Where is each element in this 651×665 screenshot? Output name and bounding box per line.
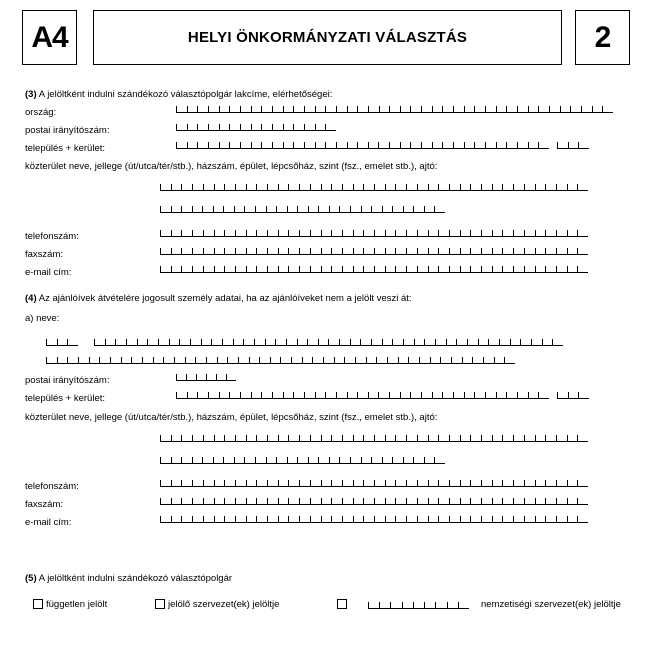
email-label: e-mail cím: — [25, 267, 72, 278]
agent-settlement-label: település + kerület: — [25, 393, 106, 404]
section5-heading — [25, 573, 232, 584]
org-candidate-checkbox[interactable] — [155, 599, 165, 609]
settlement-field[interactable] — [176, 142, 549, 149]
section3-number: (3) — [25, 89, 37, 100]
page-number-box — [575, 10, 630, 65]
nationality-checkbox[interactable] — [337, 599, 347, 609]
form-title-box — [93, 10, 562, 65]
nationality-label: nemzetiségi szervezet(ek) jelöltje — [481, 599, 621, 610]
fax-label: faxszám: — [25, 249, 64, 260]
phone-label: telefonszám: — [25, 231, 79, 242]
section5-number: (5) — [25, 573, 37, 584]
agent-email-label: e-mail cím: — [25, 517, 72, 528]
form-title: HELYI ÖNKORMÁNYZATI VÁLASZTÁS — [187, 29, 468, 46]
agent-phone-field[interactable] — [160, 480, 588, 487]
agent-fax-field[interactable] — [160, 498, 588, 505]
fax-field[interactable] — [160, 248, 588, 255]
section5-heading-text: A jelöltként indulni szándékozó választópolgár — [36, 573, 233, 584]
phone-field[interactable] — [160, 230, 588, 237]
org-candidate-label: jelölő szervezet(ek) jelöltje — [168, 599, 280, 610]
settlement-label: település + kerület: — [25, 143, 106, 154]
independent-label: független jelölt — [46, 599, 108, 610]
agent-postal-code-label: postai irányítószám: — [25, 375, 110, 386]
agent-street-field-line1[interactable] — [160, 435, 588, 442]
district-field[interactable] — [557, 142, 589, 149]
street-field-line2[interactable] — [160, 206, 445, 213]
agent-phone-label: telefonszám: — [25, 481, 79, 492]
agent-fax-label: faxszám: — [25, 499, 64, 510]
form-code: A4 — [31, 20, 68, 54]
page-number: 2 — [594, 20, 611, 54]
email-field[interactable] — [160, 266, 588, 273]
country-label: ország: — [25, 107, 57, 118]
agent-email-field[interactable] — [160, 516, 588, 523]
nationality-code-field[interactable] — [368, 602, 469, 609]
postal-code-label: postai irányítószám: — [25, 125, 110, 136]
street-field-line1[interactable] — [160, 184, 588, 191]
form-code-box — [22, 10, 77, 65]
agent-postal-code-field[interactable] — [176, 374, 236, 381]
agent-street-field-line2[interactable] — [160, 457, 445, 464]
section4-heading-text: Az ajánlóívek átvételére jogosult személy adatai, ha az ajánlóíveket nem a jelölt veszi át: — [36, 293, 412, 304]
postal-code-field[interactable] — [176, 124, 336, 131]
independent-checkbox[interactable] — [33, 599, 43, 609]
agent-district-field[interactable] — [557, 392, 589, 399]
name-label: a) neve: — [25, 313, 60, 324]
section3-heading — [25, 89, 332, 100]
agent-street-label: közterület neve, jellege (út/utca/tér/stb.), házszám, épület, lépcsőház, szint (fsz., emelet stb.), ajtó: — [25, 412, 438, 423]
section4-heading — [25, 293, 412, 304]
country-field[interactable] — [176, 106, 613, 113]
name-field-line2[interactable] — [46, 357, 515, 364]
name-field-line1[interactable] — [94, 339, 563, 346]
section3-heading-text: A jelöltként indulni szándékozó választópolgár lakcíme, elérhetőségei: — [36, 89, 333, 100]
name-prefix-field[interactable] — [46, 339, 78, 346]
street-label: közterület neve, jellege (út/utca/tér/stb.), házszám, épület, lépcsőház, szint (fsz., emelet stb.), ajtó: — [25, 161, 438, 172]
agent-settlement-field[interactable] — [176, 392, 549, 399]
section4-number: (4) — [25, 293, 37, 304]
